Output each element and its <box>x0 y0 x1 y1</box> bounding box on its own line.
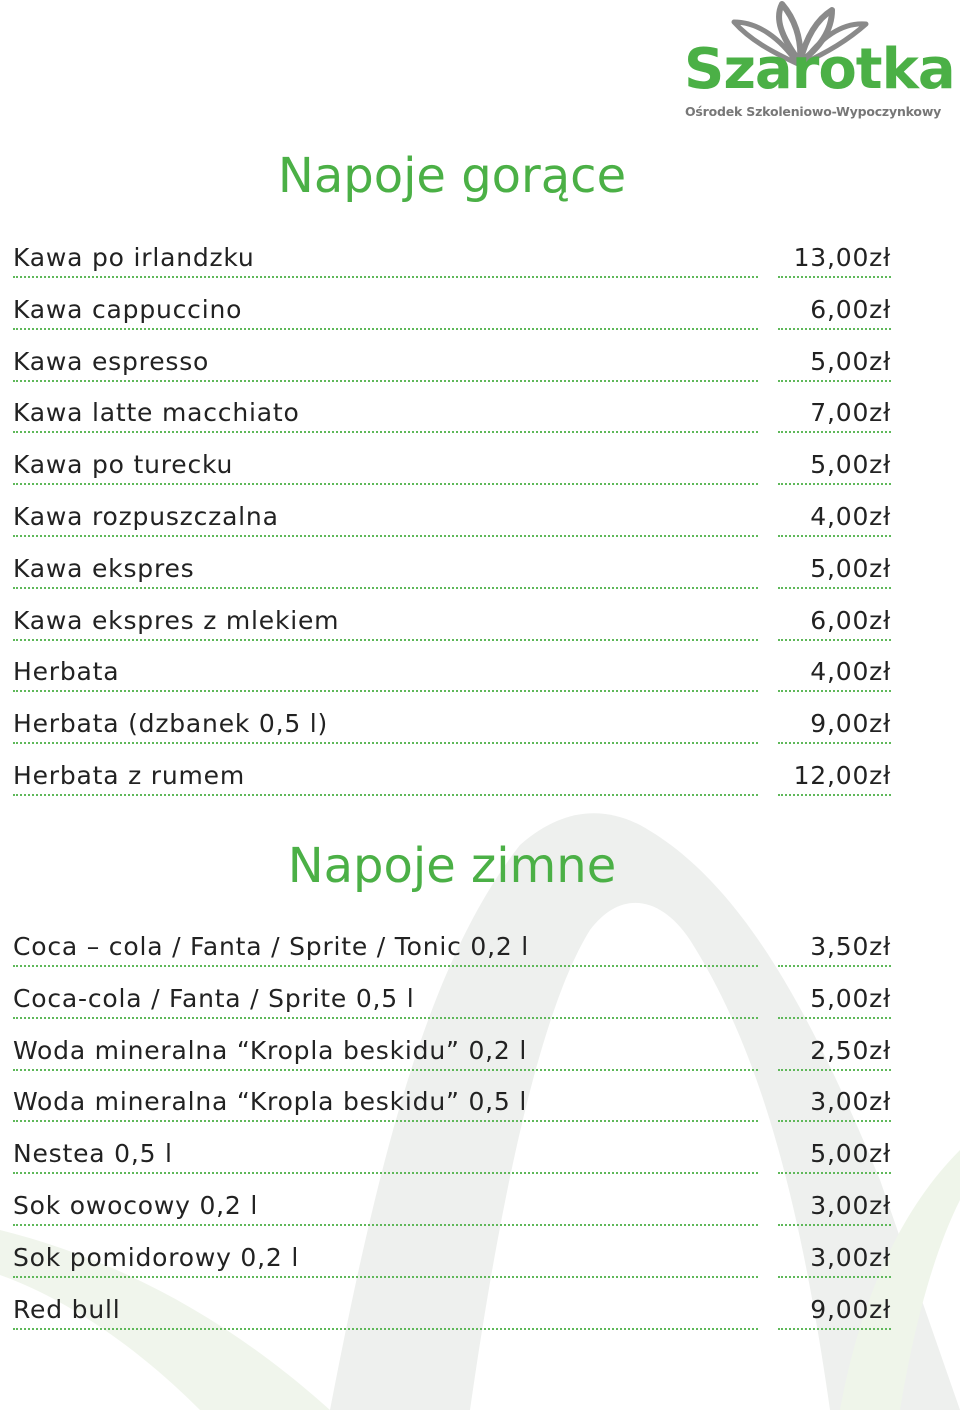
menu-item <box>13 292 891 344</box>
menu-item-name: Kawa cappuccino <box>13 292 758 330</box>
menu-item <box>13 551 891 603</box>
menu-item-name: Nestea 0,5 l <box>13 1136 758 1174</box>
menu-item <box>13 1188 891 1240</box>
menu-item-price: 13,00zł <box>778 240 891 278</box>
menu-item-price: 7,00zł <box>778 395 891 433</box>
menu-item-price: 6,00zł <box>778 292 891 330</box>
menu-item <box>13 981 891 1033</box>
menu-item-name: Kawa po irlandzku <box>13 240 758 278</box>
menu-item-name: Sok owocowy 0,2 l <box>13 1188 758 1226</box>
menu-item-price: 3,00zł <box>778 1240 891 1278</box>
menu-item <box>13 1033 891 1085</box>
menu-item-price: 9,00zł <box>778 706 891 744</box>
menu-item <box>13 929 891 981</box>
menu-list-cold-drinks <box>13 929 891 1343</box>
menu-item-name: Woda mineralna “Kropla beskidu” 0,2 l <box>13 1033 758 1071</box>
menu-item <box>13 344 891 396</box>
menu-item-price: 9,00zł <box>778 1292 891 1330</box>
brand-logo <box>680 0 955 125</box>
menu-item-name: Sok pomidorowy 0,2 l <box>13 1240 758 1278</box>
menu-item-name: Red bull <box>13 1292 758 1330</box>
menu-item-price: 3,00zł <box>778 1188 891 1226</box>
menu-item-name: Kawa espresso <box>13 344 758 382</box>
section-title-cold-drinks: Napoje zimne <box>287 838 617 894</box>
menu-item-name: Kawa latte macchiato <box>13 395 758 433</box>
menu-item-name: Herbata (dzbanek 0,5 l) <box>13 706 758 744</box>
menu-list-hot-drinks <box>13 240 891 810</box>
menu-item-price: 5,00zł <box>778 981 891 1019</box>
menu-item-price: 4,00zł <box>778 654 891 692</box>
brand-name: Szarotka <box>684 37 955 102</box>
menu-item <box>13 603 891 655</box>
menu-item-price: 2,50zł <box>778 1033 891 1071</box>
menu-item-name: Coca – cola / Fanta / Sprite / Tonic 0,2 l <box>13 929 758 967</box>
menu-item <box>13 240 891 292</box>
menu-item-name: Coca-cola / Fanta / Sprite 0,5 l <box>13 981 758 1019</box>
menu-item <box>13 654 891 706</box>
menu-item <box>13 1136 891 1188</box>
menu-item-name: Kawa po turecku <box>13 447 758 485</box>
menu-item <box>13 499 891 551</box>
menu-item <box>13 1240 891 1292</box>
menu-item-price: 5,00zł <box>778 551 891 589</box>
menu-item <box>13 1292 891 1344</box>
menu-item-price: 5,00zł <box>778 344 891 382</box>
menu-item-price: 3,00zł <box>778 1084 891 1122</box>
menu-item-name: Herbata <box>13 654 758 692</box>
menu-item <box>13 706 891 758</box>
brand-tagline: Ośrodek Szkoleniowo-Wypoczynkowy <box>685 104 942 119</box>
menu-item <box>13 395 891 447</box>
menu-item-price: 5,00zł <box>778 1136 891 1174</box>
menu-item-name: Kawa rozpuszczalna <box>13 499 758 537</box>
menu-item-name: Kawa ekspres z mlekiem <box>13 603 758 641</box>
menu-item-name: Woda mineralna “Kropla beskidu” 0,5 l <box>13 1084 758 1122</box>
menu-item <box>13 447 891 499</box>
menu-item-name: Kawa ekspres <box>13 551 758 589</box>
menu-item-price: 4,00zł <box>778 499 891 537</box>
menu-item-price: 3,50zł <box>778 929 891 967</box>
menu-item <box>13 758 891 810</box>
section-title-hot-drinks: Napoje gorące <box>277 148 627 204</box>
menu-item-price: 5,00zł <box>778 447 891 485</box>
menu-item-price: 6,00zł <box>778 603 891 641</box>
menu-item <box>13 1084 891 1136</box>
menu-item-name: Herbata z rumem <box>13 758 758 796</box>
menu-item-price: 12,00zł <box>778 758 891 796</box>
